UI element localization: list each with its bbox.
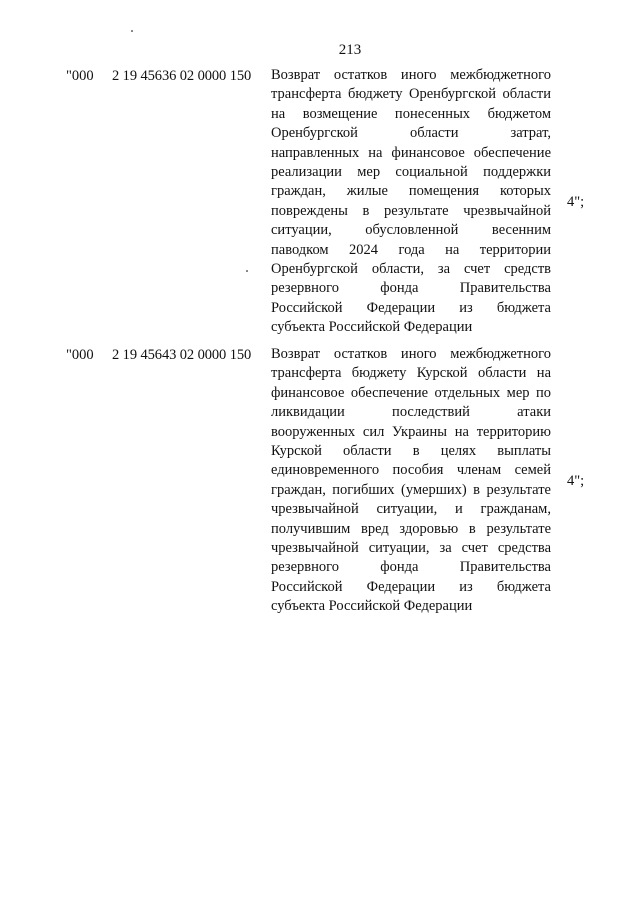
scan-speck	[131, 30, 133, 32]
description-line: на возмещение понесенных бюджетом	[271, 105, 551, 122]
description-line: резервного фонда Правительства	[271, 559, 551, 576]
row-value: 4";	[567, 194, 585, 210]
description-line: получившим вред здоровью в результате	[271, 520, 551, 537]
description-line: чрезвычайной ситуации, и гражданам,	[271, 501, 551, 518]
description-line: вооруженных сил Украины на территорию	[271, 423, 551, 440]
description-line: граждан, жилые помещения которых	[271, 183, 551, 200]
description-line: Возврат остатков иного межбюджетного	[271, 67, 551, 83]
description-line: Возврат остатков иного межбюджетного	[271, 346, 551, 362]
page-number: 213	[338, 42, 362, 58]
description-line: повреждены в результате чрезвычайной	[271, 202, 551, 219]
row-prefix: "000	[66, 68, 94, 84]
description-line: направленных на финансовое обеспечение	[271, 144, 551, 161]
description-line: Курской области в целях выплаты	[271, 442, 551, 459]
description-line: субъекта Российской Федерации	[271, 598, 473, 615]
description-line: Оренбургской области затрат,	[271, 125, 551, 142]
description-line: субъекта Российской Федерации	[271, 319, 473, 336]
description-line: граждан, погибших (умерших) в результате	[271, 481, 551, 498]
description-line: реализации мер социальной поддержки	[271, 163, 551, 180]
budget-code: 2 19 45636 02 0000 150	[112, 68, 252, 84]
description-line: единовременного пособия членам семей	[271, 462, 551, 479]
description-line: Российской Федерации из бюджета	[271, 578, 551, 595]
row-description	[271, 345, 551, 616]
description-line: Оренбургской области, за счет средств	[271, 260, 551, 277]
budget-code: 2 19 45643 02 0000 150	[112, 347, 252, 363]
row-value: 4";	[567, 473, 585, 489]
description-line: Российской Федерации из бюджета	[271, 299, 551, 316]
row-prefix: "000	[66, 347, 94, 363]
scan-speck	[246, 270, 248, 272]
description-line: трансферта бюджету Оренбургской области	[271, 86, 551, 103]
description-line: чрезвычайной ситуации, за счет средства	[271, 539, 551, 556]
description-line: паводком 2024 года на территории	[271, 241, 551, 258]
description-line: трансферта бюджету Курской области на	[271, 365, 551, 382]
description-line: резервного фонда Правительства	[271, 280, 551, 297]
description-line: ликвидации последствий атаки	[271, 404, 551, 421]
row-description	[271, 66, 551, 337]
description-line: финансовое обеспечение отдельных мер по	[271, 384, 551, 401]
description-line: ситуации, обусловленной весенним	[271, 222, 551, 239]
